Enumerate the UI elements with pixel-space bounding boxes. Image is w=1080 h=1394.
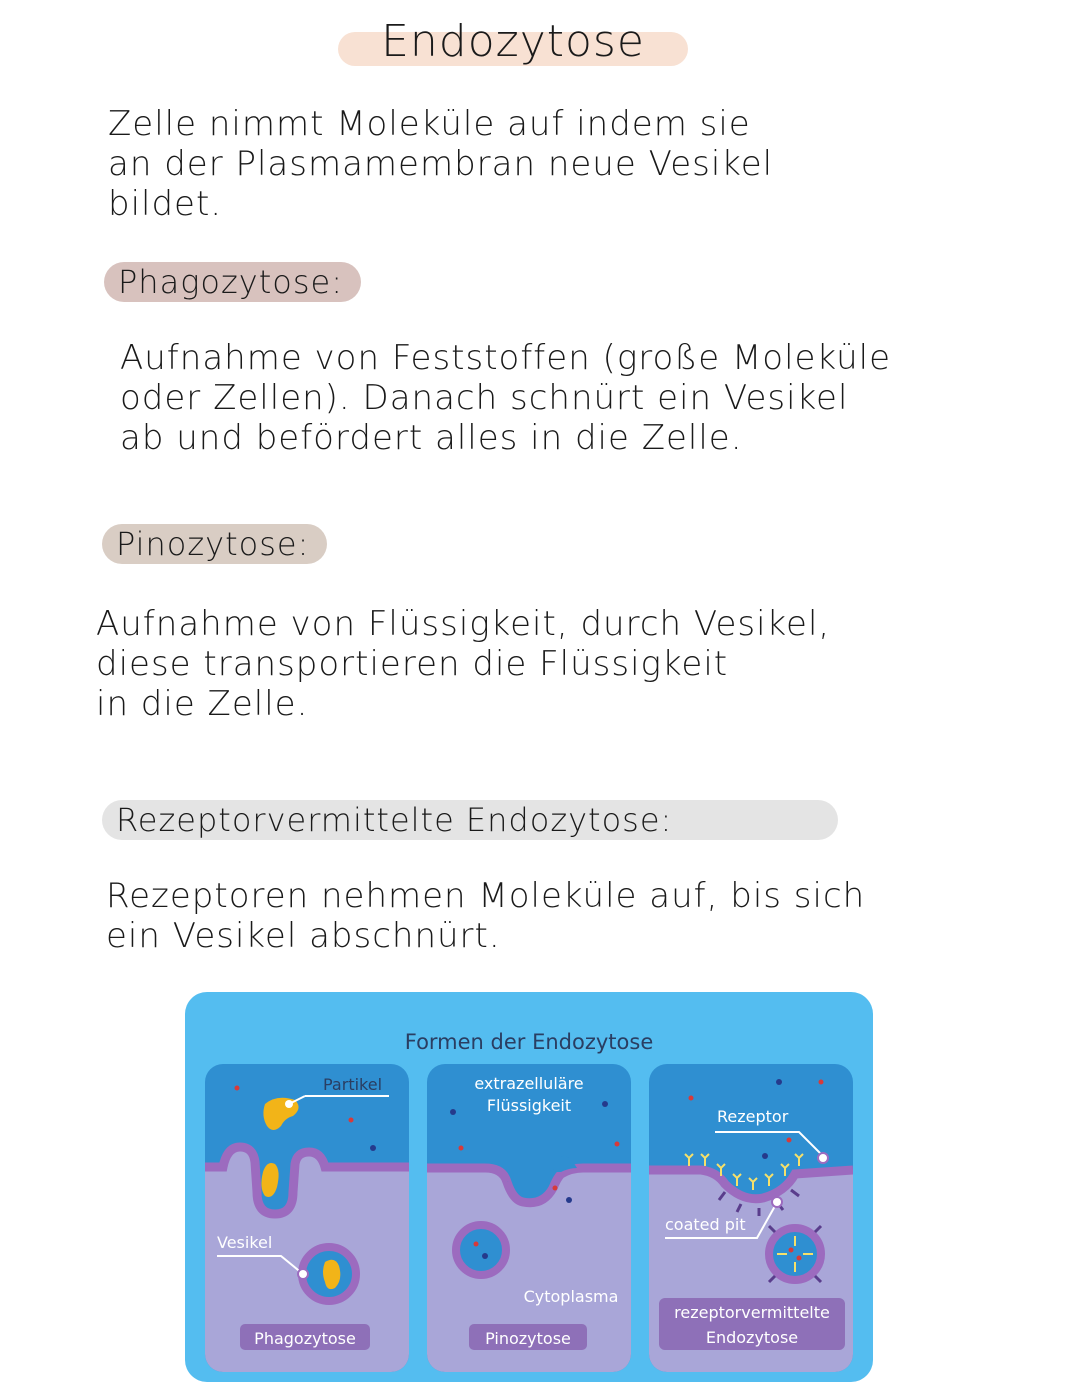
label-fluessigkeit-1: extrazelluläre xyxy=(474,1074,584,1093)
heading-pinozytose: Pinozytose: xyxy=(102,524,327,564)
label-partikel: Partikel xyxy=(323,1075,383,1094)
label-coated-pit: coated pit xyxy=(665,1215,746,1234)
intro-text: Zelle nimmt Moleküle auf indem sie an der Plasmamembran neue Vesikel bildet. xyxy=(108,104,774,224)
heading-rezeptorvermittelte: Rezeptorvermittelte Endozytose: xyxy=(102,800,838,840)
badge-rezeptorvermittelt-label-2: Endozytose xyxy=(705,1328,799,1347)
text-pinozytose: Aufnahme von Flüssigkeit, durch Vesikel, diese transportieren die Flüssigkeit in die Zelle. xyxy=(96,604,831,724)
diagram-svg xyxy=(185,992,873,1382)
label-rezeptor: Rezeptor xyxy=(717,1107,789,1126)
text-rezeptorvermittelte: Rezeptoren nehmen Moleküle auf, bis sich ein Vesikel abschnürt. xyxy=(106,876,866,956)
page-title: Endozytose xyxy=(381,16,645,67)
label-vesikel: Vesikel xyxy=(217,1233,273,1252)
text-phagozytose: Aufnahme von Feststoffen (große Moleküle oder Zellen). Danach schnürt ein Vesikel ab und befördert alles in die Zelle. xyxy=(120,338,892,458)
diagram-title: Formen der Endozytose xyxy=(404,1030,654,1054)
title-block xyxy=(338,14,688,70)
label-fluessigkeit-2: Flüssigkeit xyxy=(486,1096,572,1115)
badge-pinozytose-label: Pinozytose xyxy=(485,1329,571,1348)
label-cytoplasma: Cytoplasma xyxy=(523,1287,619,1306)
badge-rezeptorvermittelt-label-1: rezeptorvermittelte xyxy=(674,1303,830,1322)
heading-phagozytose: Phagozytose: xyxy=(104,262,361,302)
endozytose-diagram xyxy=(185,992,873,1382)
badge-phagozytose-label: Phagozytose xyxy=(254,1329,356,1348)
